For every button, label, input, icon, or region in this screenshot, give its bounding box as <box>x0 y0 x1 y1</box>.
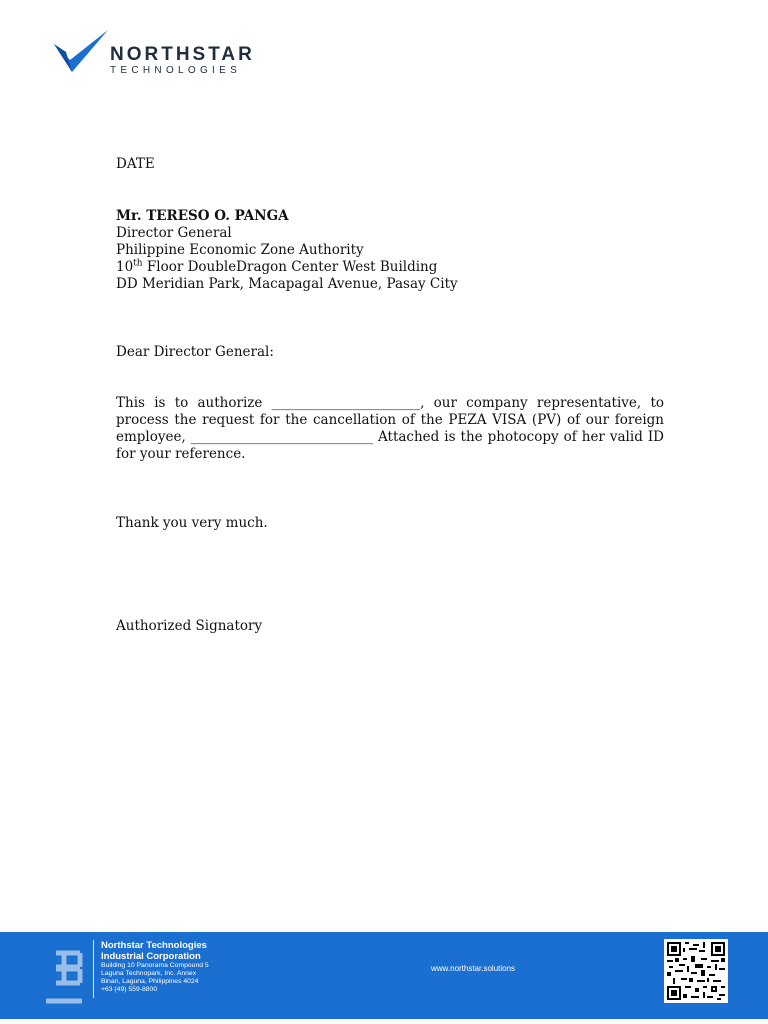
footer-divider <box>93 940 94 998</box>
company-line2: Industrial Corporation <box>101 951 201 962</box>
brand-name: NORTHSTAR <box>110 44 255 65</box>
floor-number: 10 <box>116 259 134 275</box>
website-link[interactable]: www.northstar.solutions <box>431 964 516 973</box>
recipient-address-line1 <box>116 259 458 276</box>
address-line: Binan, Laguna, Philippines 4024 <box>101 978 199 985</box>
address-line: Laguna Technopark, Inc. Annex <box>101 970 197 977</box>
recipient-address <box>116 208 458 293</box>
recipient-name: Mr. TERESO O. PANGA <box>116 208 289 224</box>
floor-suffix: th <box>133 258 143 269</box>
company-logo <box>52 30 272 80</box>
footer-band <box>0 932 768 1019</box>
letter-date: DATE <box>116 156 155 172</box>
company-line1: Northstar Technologies <box>101 940 207 951</box>
body-paragraph: This is to authorize ______________________, our company representative, to process the request for the cancellation of the PEZA VISA (PV) of our foreign employee, ___________________________ Attached is the photocopy of her valid ID for your reference. <box>116 395 664 462</box>
phone-line: +63 (49) 559-8800 <box>101 986 158 993</box>
recipient-address-line2: DD Meridian Park, Macapagal Avenue, Pasay City <box>116 276 458 292</box>
brand-subtitle: TECHNOLOGIES <box>110 65 242 76</box>
address-line: Building 10 Panorama Compound 5 <box>101 962 209 969</box>
footer-company-info <box>101 940 209 994</box>
checkmark-logo-icon <box>52 30 112 76</box>
salutation: Dear Director General: <box>116 344 274 360</box>
recipient-title: Director General <box>116 225 232 241</box>
closing: Thank you very much. <box>116 515 268 531</box>
qr-code-icon <box>664 939 728 1003</box>
signatory: Authorized Signatory <box>116 618 263 634</box>
ph-mark-icon <box>40 941 88 1005</box>
recipient-org: Philippine Economic Zone Authority <box>116 242 364 258</box>
floor-rest: Floor DoubleDragon Center West Building <box>142 259 438 275</box>
